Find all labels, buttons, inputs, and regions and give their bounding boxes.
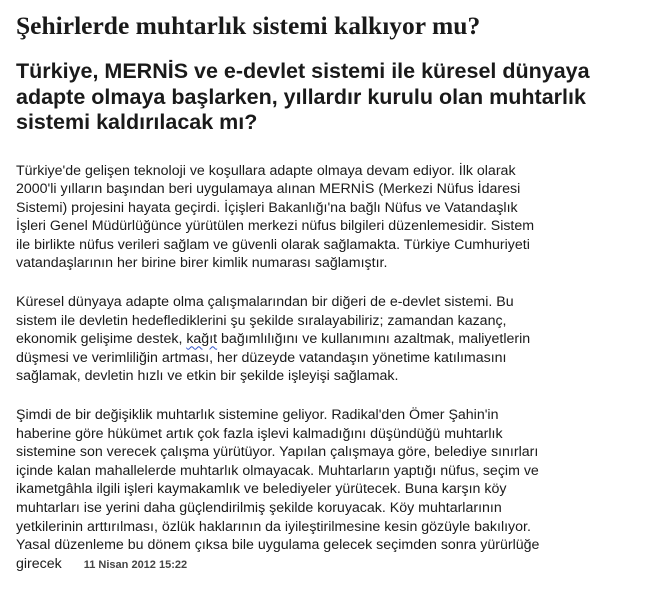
paragraph-line: Şimdi de bir değişiklik muhtarlık sistemine geliyor. Radikal'den Ömer Şahin'in — [16, 407, 499, 424]
paragraph-line: haberine göre hükümet artık çok fazla işlevi kalmadığını düşündüğü muhtarlık — [16, 425, 503, 442]
paragraph-line: düşmesi ve verimliliğin artması, her düzeyde vatandaşın yönetime katılımasını — [16, 349, 507, 366]
paragraph-line: yetkilerinin arttırılması, özlük haklarının da iyileştirilmesine kesin gözüyle bakılıyor. — [16, 518, 531, 535]
paragraph-line: sağlamak, devletin hızlı ve etkin bir şekilde işleyişi sağlamak. — [16, 368, 399, 385]
publish-date: 11 Nisan 2012 15:22 — [83, 558, 188, 571]
paragraph-line: ile birlikte nüfus verileri sağlam ve güvenli olarak sağlamakta. Türkiye Cumhuriyeti — [16, 236, 530, 253]
paragraph-line — [16, 330, 640, 349]
article — [16, 0, 640, 574]
paragraph-line: içinde kalan mahallelerde muhtarlık olmayacak. Muhtarların yaptığı nüfus, seçim ve — [16, 462, 539, 479]
paragraph-line: sistem ile devletin hedeflediklerini şu şekilde sıralayabiliriz; zamandan kazanç, — [16, 312, 507, 329]
paragraph-line: Türkiye'de gelişen teknoloji ve koşullara adapte olmaya devam ediyor. İlk olarak — [16, 162, 516, 179]
paragraph-line: vatandaşlarının her birine birer kimlik numarası sağlamıştır. — [16, 255, 388, 272]
paragraph-e-devlet — [16, 293, 640, 386]
text-segment: bağımlılığını ve kullanımını azaltmak, maliyetlerin — [217, 331, 531, 348]
paragraph-line: sistemine son verecek çalışma yürütüyor. Yapılan çalışmaya göre, belediye sınırları — [16, 444, 539, 461]
subtitle-line: sistemi kaldırılacak mı? — [16, 110, 258, 134]
spellcheck-marked-word[interactable]: kağıt — [186, 331, 218, 348]
article-subtitle — [16, 59, 640, 136]
text-segment: ekonomik gelişime destek, — [16, 331, 187, 348]
subtitle-line: adapte olmaya başlarken, yıllardır kurulu olan muhtarlık — [16, 84, 586, 109]
paragraph-line: Yasal düzenleme bu dönem çıksa bile uygulama gelecek seçimden sonra yürürlüğe — [16, 537, 540, 554]
subtitle-line: Türkiye, MERNİS ve e-devlet sistemi ile küresel dünyaya — [16, 59, 590, 83]
paragraph-line: ikametgâhla ilgili işleri kaymakamlık ve belediyeler yürütecek. Buna karşın köy — [16, 481, 507, 498]
article-body — [16, 162, 640, 575]
paragraph-line: 2000'li yılların başından beri uygulamaya alınan MERNİS (Merkezi Nüfus İdaresi — [16, 181, 521, 198]
paragraph-line: Küresel dünyaya adapte olma çalışmalarından bir diğeri de e-devlet sistemi. Bu — [16, 294, 514, 311]
paragraph-mernis — [16, 162, 640, 274]
paragraph-muhtarlik — [16, 406, 640, 574]
paragraph-line: İşleri Genel Müdürlüğünce yürütülen merkezi nüfus bilgileri düzenlemesidir. Sistem — [16, 218, 535, 235]
article-title: Şehirlerde muhtarlık sistemi kalkıyor mu? — [16, 11, 481, 40]
paragraph-line — [16, 555, 640, 575]
paragraph-line: Sistemi) projesini hayata geçirdi. İçişleri Bakanlığı'na bağlı Nüfus ve Vatandaşlık — [16, 199, 518, 216]
text-segment: girecek — [16, 555, 62, 572]
paragraph-line: muhtarları ise yerini daha güçlendirilmiş şekilde koruyacak. Köy muhtarlarının — [16, 500, 502, 516]
